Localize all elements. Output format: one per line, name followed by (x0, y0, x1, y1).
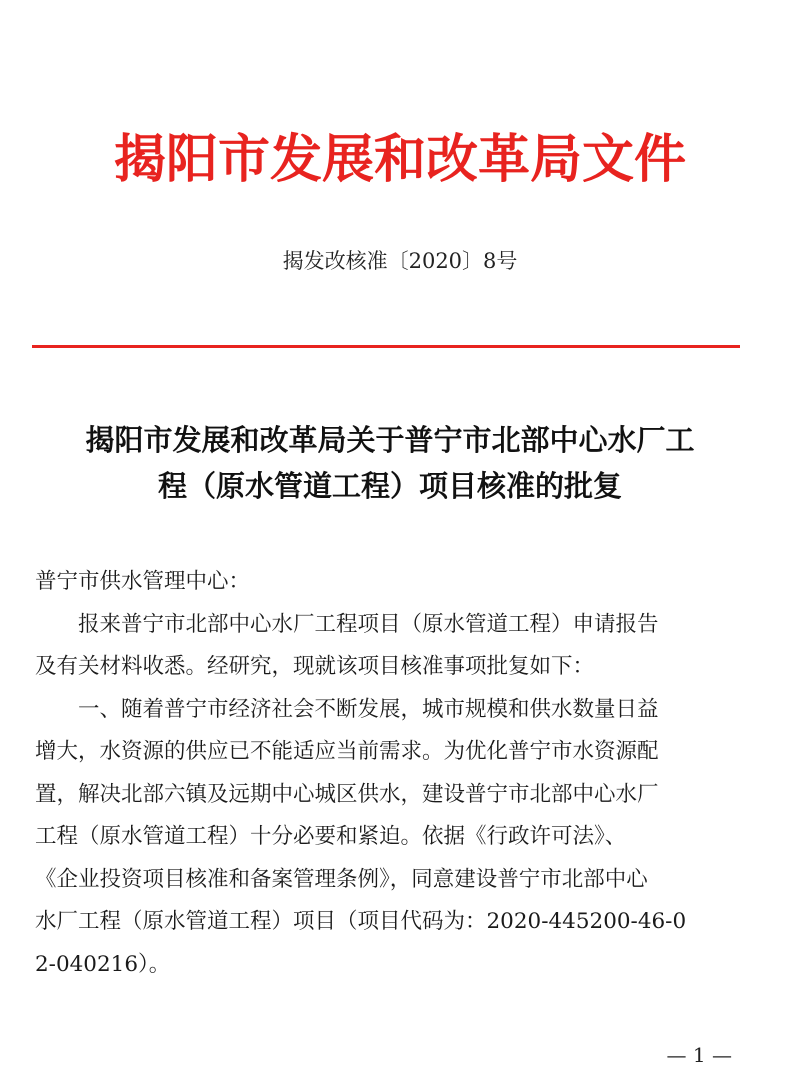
body-line: 增大，水资源的供应已不能适应当前需求。为优化普宁市水资源配 (35, 739, 659, 764)
document-title-line: 程（原水管道工程）项目核准的批复 (157, 469, 622, 503)
body-line: 及有关材料收悉。经研究，现就该项目核准事项批复如下： (35, 654, 595, 679)
document-header-title: 揭阳市发展和改革局文件 (113, 129, 686, 190)
document-title-line: 揭阳市发展和改革局关于普宁市北部中心水厂工 (85, 423, 695, 457)
body-line: 水厂工程（原水管道工程）项目（项目代码为：2020-445200-46-0 (35, 909, 687, 934)
body-line: 2-040216）。 (35, 951, 171, 977)
page-number: — 1 — (666, 1043, 732, 1067)
body-line: 工程（原水管道工程）十分必要和紧迫。依据《行政许可法》、 (35, 824, 627, 849)
body-line: 置，解决北部六镇及远期中心城区供水，建设普宁市北部中心水厂 (35, 781, 659, 807)
body-line: 一、随着普宁市经济社会不断发展，城市规模和供水数量日益 (78, 696, 659, 722)
document-body (35, 561, 740, 986)
body-line: 《企业投资项目核准和备案管理条例》，同意建设普宁市北部中心 (35, 866, 648, 892)
salutation: 普宁市供水管理中心： (35, 569, 251, 594)
red-divider-line (32, 345, 740, 348)
document-number: 揭发改核准〔2020〕8号 (282, 249, 518, 273)
document-title (40, 417, 740, 509)
body-line: 报来普宁市北部中心水厂工程项目（原水管道工程）申请报告 (78, 611, 659, 637)
